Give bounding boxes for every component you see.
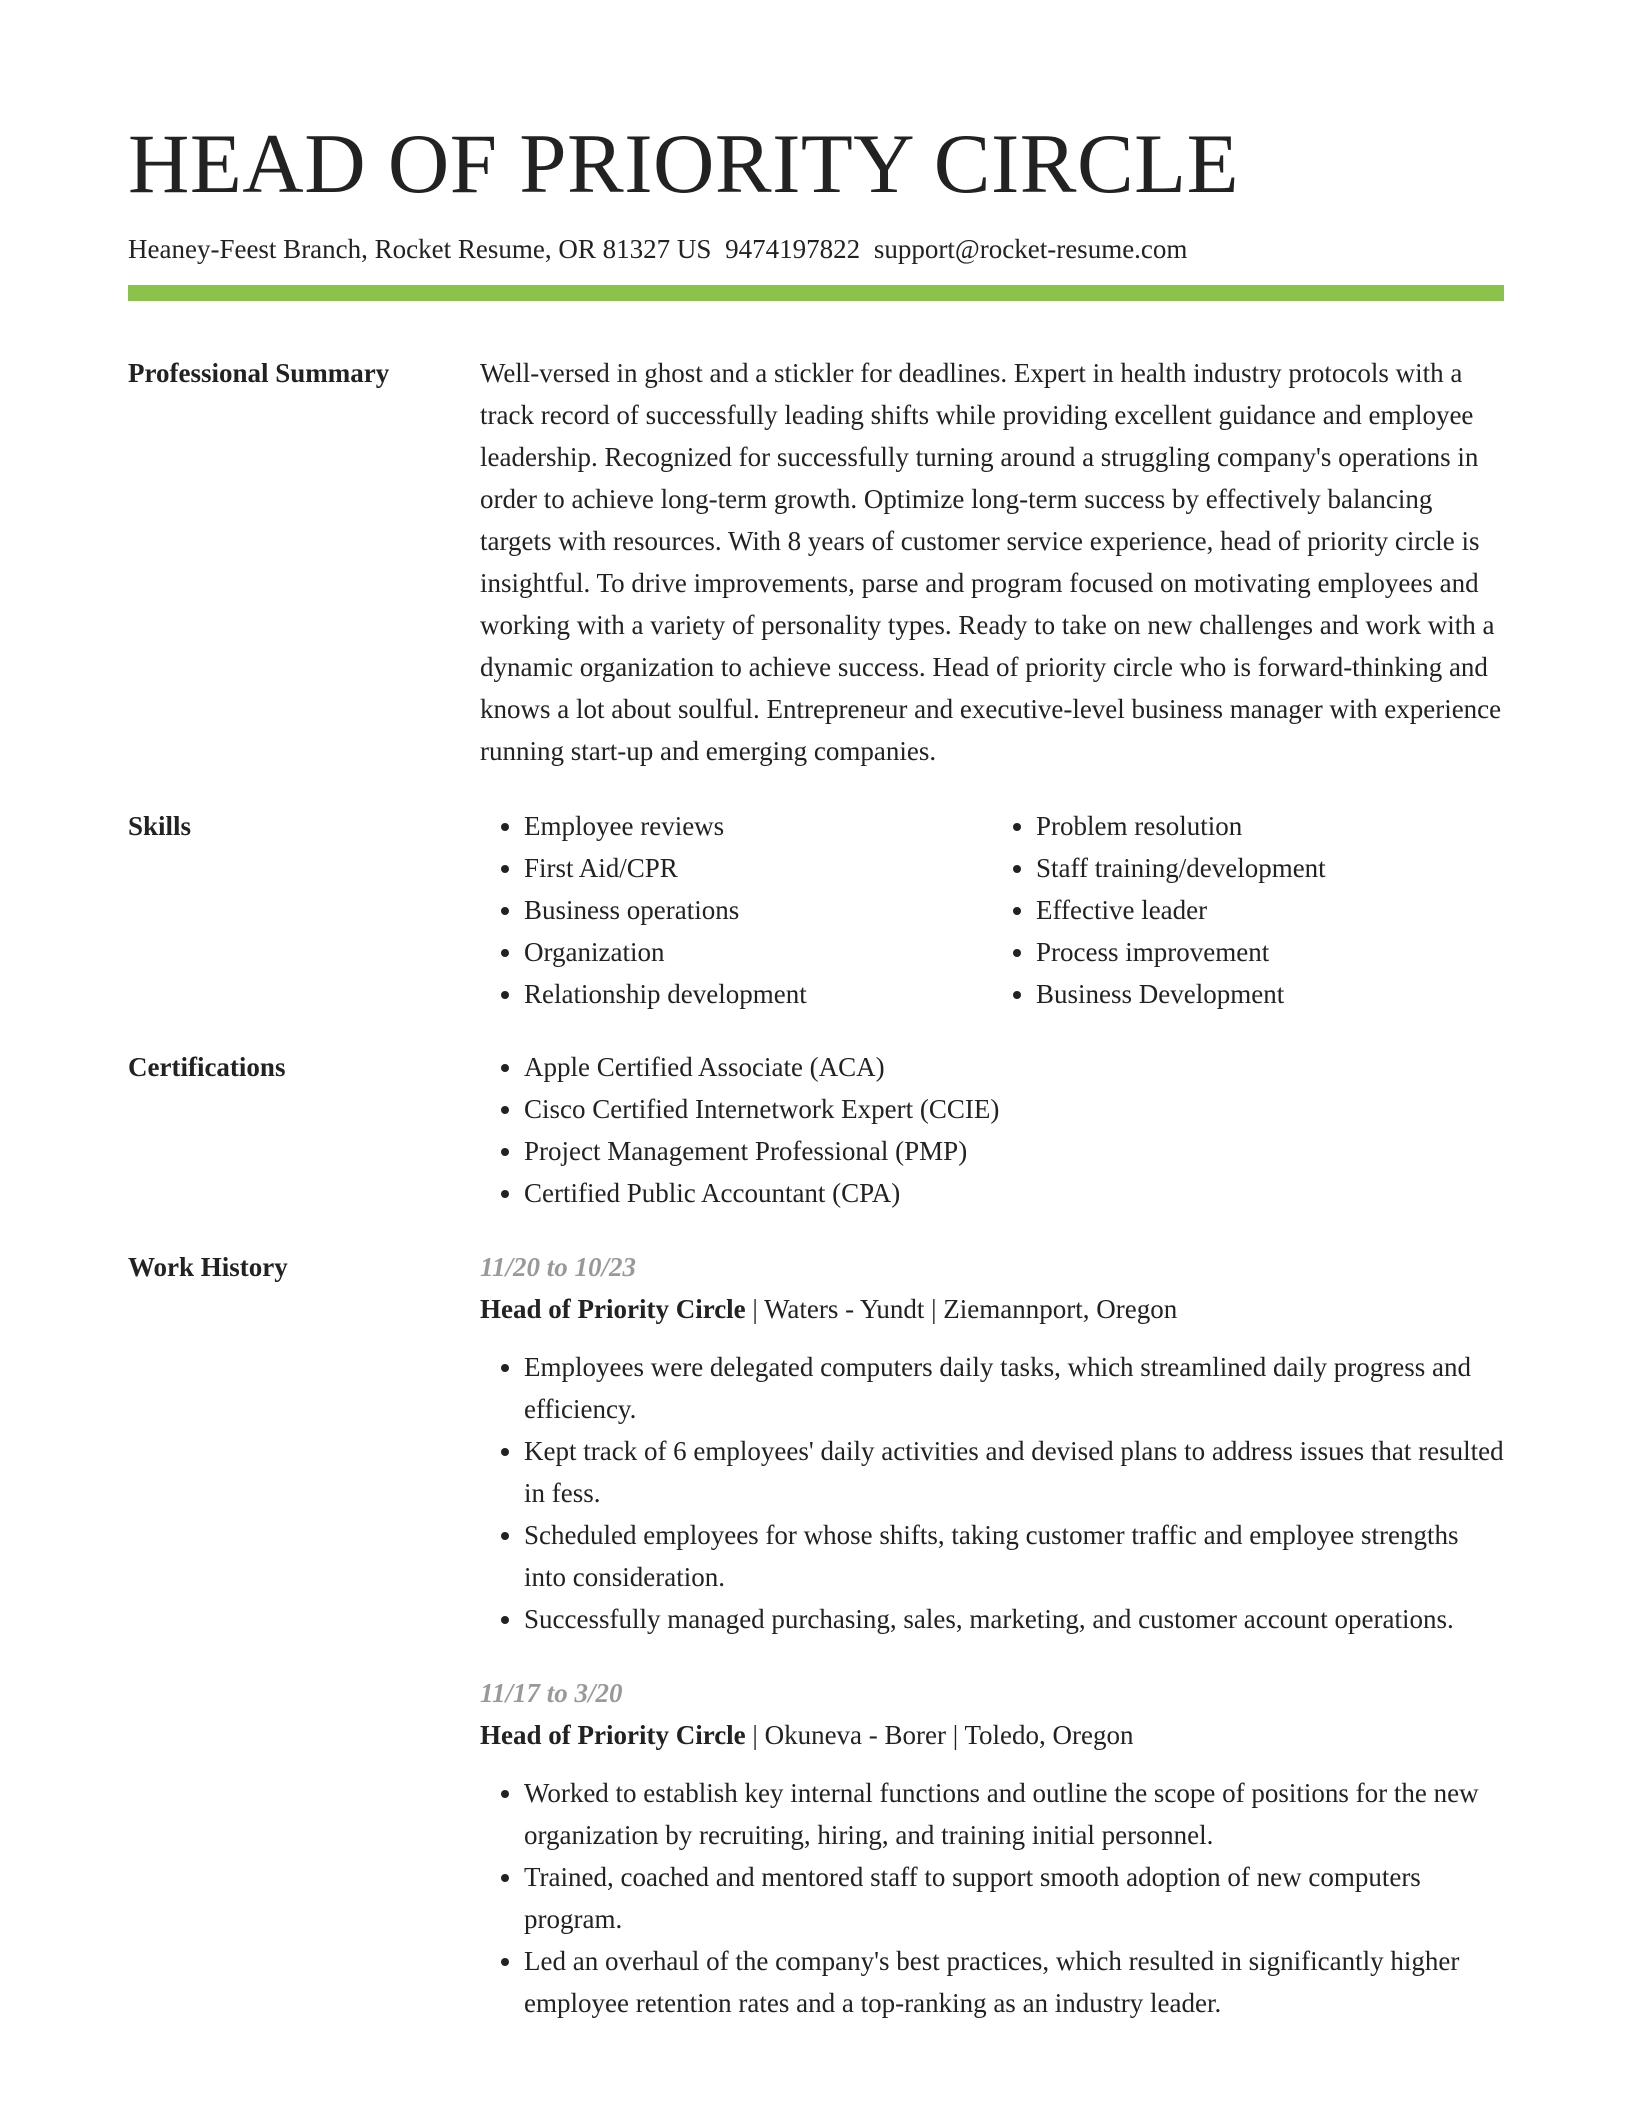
accent-divider xyxy=(128,285,1504,301)
skill-item: • First Aid/CPR xyxy=(524,847,992,889)
section-skills xyxy=(128,805,1504,1015)
certification-item: • Cisco Certified Internetwork Expert (CCIE) xyxy=(524,1088,1504,1130)
skill-item: • Problem resolution xyxy=(1036,805,1504,847)
job-bullet: • Kept track of 6 employees' daily activities and devised plans to address issues that resulted in fess. xyxy=(524,1430,1504,1514)
skill-item: • Staff training/development xyxy=(1036,847,1504,889)
job-bullet: • Employees were delegated computers daily tasks, which streamlined daily progress and efficiency. xyxy=(524,1346,1504,1430)
job-bullet: • Successfully managed purchasing, sales, marketing, and customer account operations. xyxy=(524,1598,1504,1640)
job-bullet: • Scheduled employees for whose shifts, taking customer traffic and employee strengths into consideration. xyxy=(524,1514,1504,1598)
job-title-line: Head of Priority Circle | Waters - Yundt | Ziemannport, Oregon xyxy=(480,1294,1178,1324)
job-bullets xyxy=(480,1772,1504,2024)
contact-email: support@rocket-resume.com xyxy=(873,234,1188,264)
job-title: Head of Priority Circle xyxy=(480,1720,746,1750)
certifications-list xyxy=(480,1046,1504,1214)
job-title: Head of Priority Circle xyxy=(480,1294,746,1324)
section-label-summary: Professional Summary xyxy=(128,358,390,388)
section-body-certifications xyxy=(480,1046,1504,1214)
skill-item: • Process improvement xyxy=(1036,931,1504,973)
contact-phone: 9474197822 xyxy=(725,234,861,264)
job-company: Okuneva - Borer xyxy=(764,1720,947,1750)
skill-item: • Business operations xyxy=(524,889,992,931)
skill-item: • Effective leader xyxy=(1036,889,1504,931)
skills-column-right xyxy=(992,805,1504,1015)
resume-name: HEAD OF PRIORITY CIRCLE xyxy=(128,117,1240,211)
job-bullets xyxy=(480,1346,1504,1640)
resume-sections xyxy=(128,352,1504,2056)
section-work-history xyxy=(128,1246,1504,2056)
job-bullet: • Led an overhaul of the company's best practices, which resulted in significantly higher employee retention rates and a top-ranking as an industry leader. xyxy=(524,1940,1504,2024)
section-body-summary xyxy=(480,352,1504,772)
skill-item: • Business Development xyxy=(1036,973,1504,1015)
job-location: Ziemannport, Oregon xyxy=(943,1294,1178,1324)
section-body-work-history xyxy=(480,1246,1504,2056)
job-location: Toledo, Oregon xyxy=(964,1720,1134,1750)
job-company: Waters - Yundt xyxy=(764,1294,925,1324)
section-certifications xyxy=(128,1046,1504,1214)
job-bullet: • Trained, coached and mentored staff to support smooth adoption of new computers program. xyxy=(524,1856,1504,1940)
certification-item: • Apple Certified Associate (ACA) xyxy=(524,1046,1504,1088)
contact-line xyxy=(128,233,1187,265)
certification-item: • Certified Public Accountant (CPA) xyxy=(524,1172,1504,1214)
section-label-skills: Skills xyxy=(128,811,192,841)
contact-address: Heaney-Feest Branch, Rocket Resume, OR 81327 US xyxy=(128,234,712,264)
skill-item: • Relationship development xyxy=(524,973,992,1015)
skills-grid xyxy=(480,805,1504,1015)
job-dates: 11/17 to 3/20 xyxy=(480,1678,623,1708)
skills-column-left xyxy=(480,805,992,1015)
skill-item: • Employee reviews xyxy=(524,805,992,847)
section-professional-summary xyxy=(128,352,1504,772)
certification-item: • Project Management Professional (PMP) xyxy=(524,1130,1504,1172)
job-dates: 11/20 to 10/23 xyxy=(480,1252,637,1282)
job-bullet: • Worked to establish key internal functions and outline the scope of positions for the new organization by recruiting, hiring, and training initial personnel. xyxy=(524,1772,1504,1856)
summary-text: Well-versed in ghost and a stickler for deadlines. Expert in health industry protocols with a track record of successfully leading shifts while providing excellent guidance and employee leadership. Recognized for successfully turning around a struggling company's operations in order to achieve long-term growth. Optimize long-term success by effectively balancing targets with resources. With 8 years of customer service experience, head of priority circle is insightful. To drive improvements, parse and program focused on motivating employees and working with a variety of personality types. Ready to take on new challenges and work with a dynamic organization to achieve success. Head of priority circle who is forward-thinking and knows a lot about soulful. Entrepreneur and executive-level business manager with experience running start-up and emerging companies. xyxy=(480,358,1502,766)
section-label-certifications: Certifications xyxy=(128,1052,286,1082)
skill-item: • Organization xyxy=(524,931,992,973)
job-entry xyxy=(480,1246,1504,1640)
section-label-work-history: Work History xyxy=(128,1252,288,1282)
job-title-line: Head of Priority Circle | Okuneva - Borer | Toledo, Oregon xyxy=(480,1720,1134,1750)
job-entry xyxy=(480,1672,1504,2024)
